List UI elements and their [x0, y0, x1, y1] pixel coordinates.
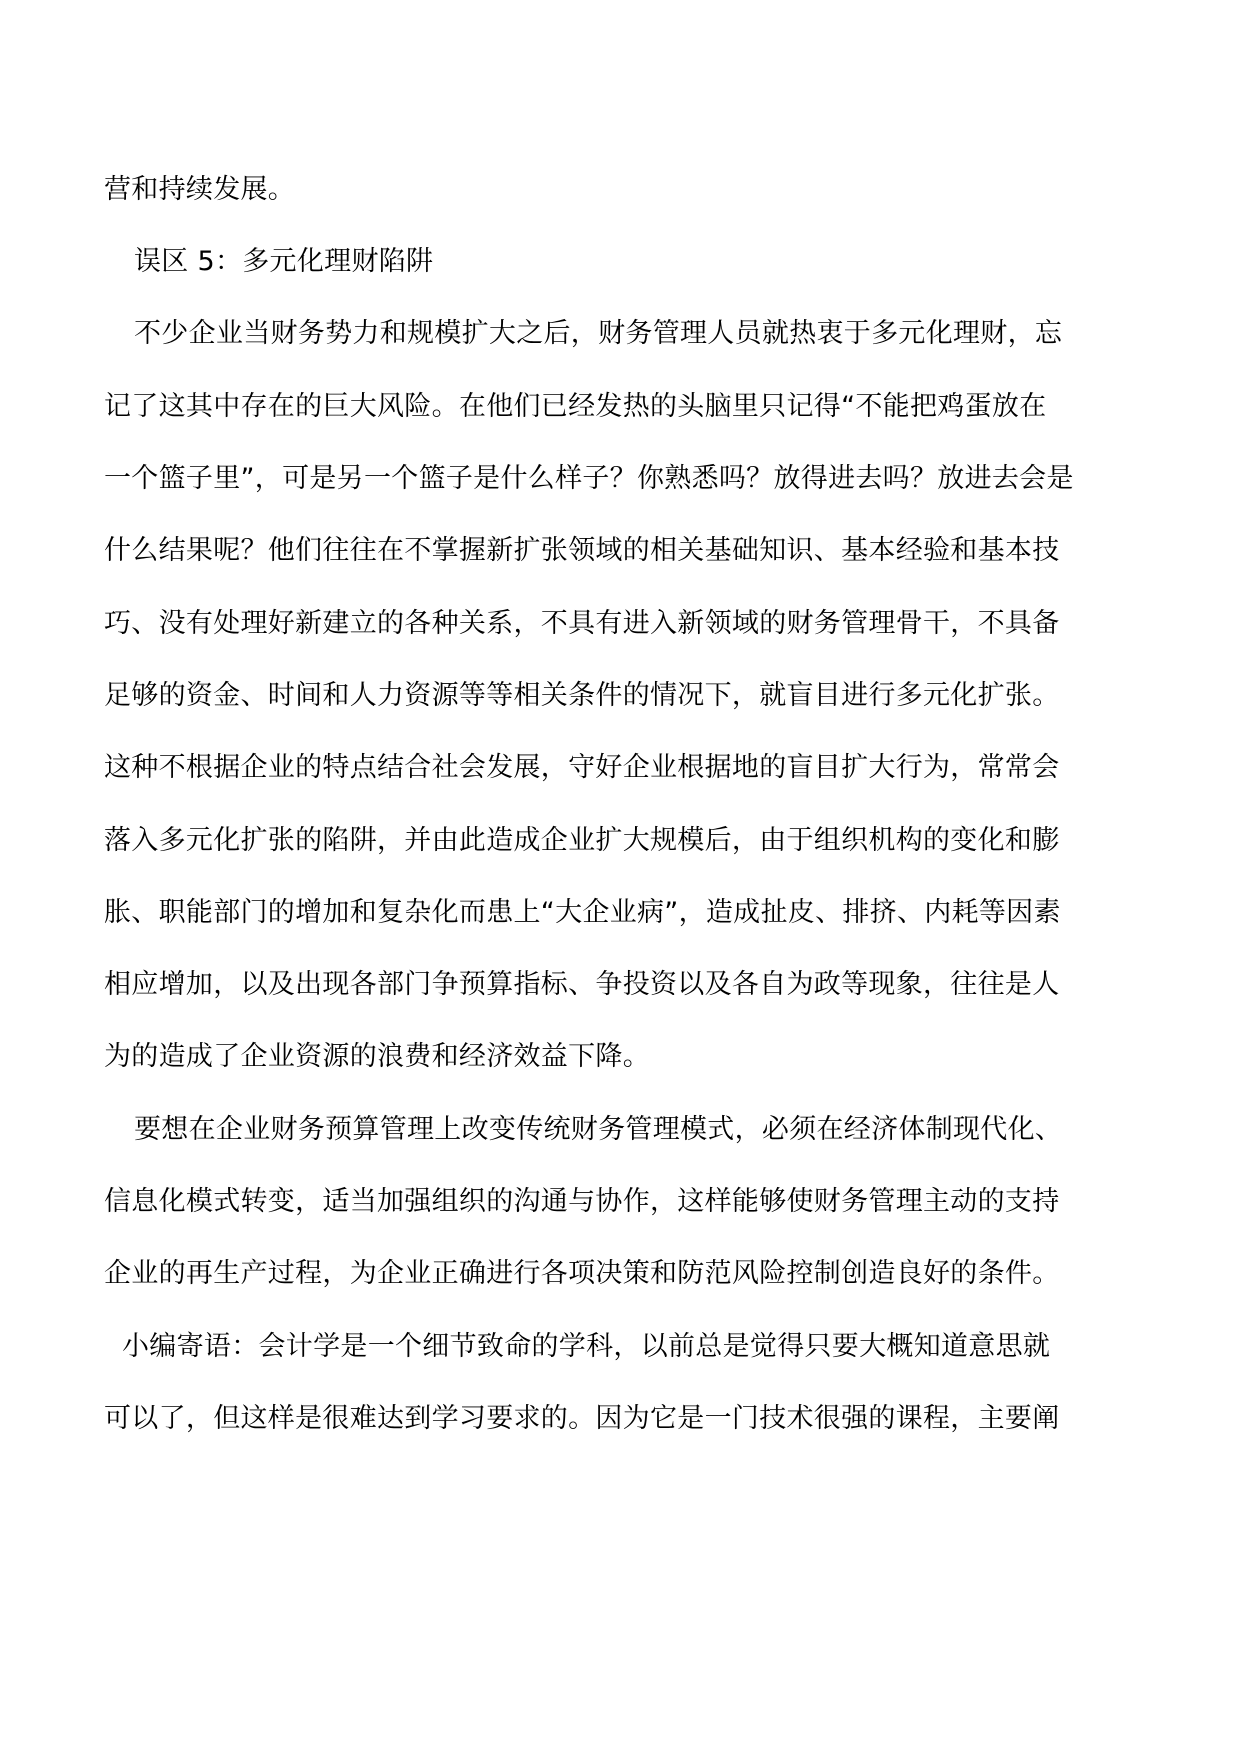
editor-note-line: 小编寄语：会计学是一个细节致命的学科，以前总是觉得只要大概知道意思就	[122, 1331, 1051, 1362]
text-line: 足够的资金、时间和人力资源等等相关条件的情况下，就盲目进行多元化扩张。	[104, 680, 1060, 711]
text-line: 记了这其中存在的巨大风险。在他们已经发热的头脑里只记得“不能把鸡蛋放在	[104, 391, 1047, 422]
paragraph-start-line: 要想在企业财务预算管理上改变传统财务管理模式，必须在经济体制现代化、	[134, 1114, 1063, 1145]
text-line: 这种不根据企业的特点结合社会发展，守好企业根据地的盲目扩大行为，常常会	[104, 752, 1060, 783]
text-line: 为的造成了企业资源的浪费和经济效益下降。	[104, 1041, 650, 1072]
text-line: 企业的再生产过程，为企业正确进行各项决策和防范风险控制创造良好的条件。	[104, 1258, 1060, 1289]
text-line: 信息化模式转变，适当加强组织的沟通与协作，这样能够使财务管理主动的支持	[104, 1186, 1060, 1217]
text-line: 什么结果呢？他们往往在不掌握新扩张领域的相关基础知识、基本经验和基本技	[104, 535, 1060, 566]
text-line: 相应增加，以及出现各部门争预算指标、争投资以及各自为政等现象，往往是人	[104, 969, 1060, 1000]
text-line: 胀、职能部门的增加和复杂化而患上“大企业病”，造成扯皮、排挤、内耗等因素	[104, 897, 1061, 928]
text-line: 落入多元化扩张的陷阱，并由此造成企业扩大规模后，由于组织机构的变化和膨	[104, 825, 1060, 856]
text-line: 巧、没有处理好新建立的各种关系，不具有进入新领域的财务管理骨干，不具备	[104, 608, 1060, 639]
text-line: 一个篮子里”，可是另一个篮子是什么样子？你熟悉吗？放得进去吗？放进去会是	[104, 463, 1074, 494]
text-line: 可以了，但这样是很难达到学习要求的。因为它是一门技术很强的课程，主要阐	[104, 1403, 1060, 1434]
text-line: 营和持续发展。	[104, 174, 296, 205]
section-heading: 误区 5：多元化理财陷阱	[134, 246, 434, 277]
paragraph-start-line: 不少企业当财务势力和规模扩大之后，财务管理人员就热衷于多元化理财，忘	[134, 318, 1063, 349]
